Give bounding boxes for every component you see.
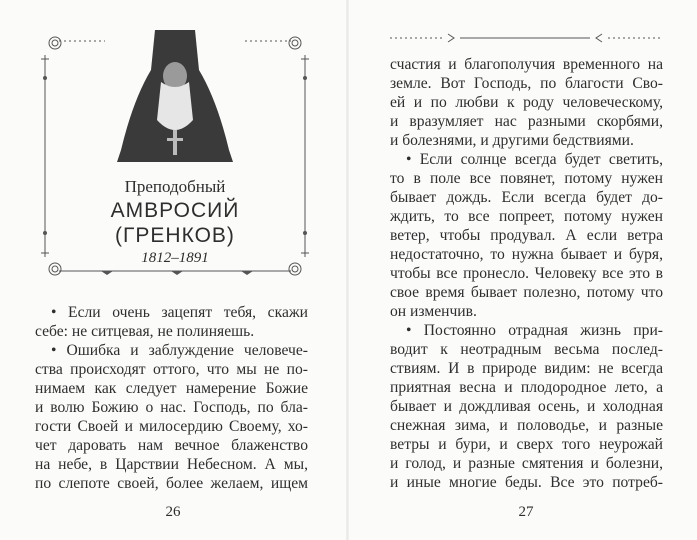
page-number: 26 <box>165 504 181 520</box>
header-ornament <box>390 31 663 45</box>
paragraph <box>390 321 663 492</box>
text-line: и голод, и разные смятения и болезни, <box>390 455 663 472</box>
text-line: себе: не ситцевая, не полиняешь. <box>35 323 255 340</box>
text-line: ветер, чтобы продувал. А если ветра <box>390 227 663 244</box>
text-line: снежная зима, и половодье, и разные <box>390 417 663 434</box>
text-line: недостаточно, то нужна бывает и буря, <box>390 246 663 263</box>
text-line: ствиям. И в природе видим: не всегда <box>390 360 663 377</box>
text-line: • Если солнце всегда будет светить, <box>406 151 663 168</box>
text-line: приятная весна и плодородное лето, а <box>390 379 663 396</box>
text-line: бывает и дождливая осень, и холодная <box>390 398 663 415</box>
paragraph <box>35 303 308 341</box>
text-line: свое время бывает полезно, потому что <box>390 284 663 301</box>
title-years: 1812–1891 <box>141 250 209 266</box>
text-line: бывает дождь. Если всегда будет до- <box>390 189 663 206</box>
text-line: и болезнями, и другими бедствиями. <box>390 132 634 149</box>
text-line: гости Своей и милосердию Своему, хо- <box>35 418 308 435</box>
text-line: счастия и благополучия временного на <box>390 56 663 73</box>
text-line: ждить, то все попреет, потому нужен <box>390 208 663 225</box>
left-page <box>0 0 348 540</box>
text-line: и иные многие беды. Все это потреб- <box>390 474 663 491</box>
text-line: земле. Вот Господь, по благости Сво- <box>390 75 663 92</box>
portrait-image <box>117 30 233 162</box>
text-line: и волю Божию о нас. Господь, по бла- <box>35 399 308 416</box>
title-surname: (ГРЕНКОВ) <box>115 224 235 247</box>
paragraph <box>390 150 663 321</box>
title-epithet: Преподобный <box>124 177 226 196</box>
text-line: на небе, в Царствии Небесном. А мы, <box>35 456 308 473</box>
text-line: • Если очень зацепят тебя, скажи <box>51 304 308 321</box>
text-line: • Ошибка и заблуждение человече- <box>51 342 308 359</box>
text-line: ства происходят оттого, что мы не по- <box>35 361 308 378</box>
text-line: по слепоте своей, более желаем, ищем <box>35 475 308 492</box>
text-line: нимаем как следует намерение Божие <box>35 380 308 397</box>
text-line: ей и по любви к роду человеческому, <box>390 94 663 111</box>
right-page <box>349 0 697 540</box>
paragraph <box>390 55 663 150</box>
text-line: чет даровать нам вечное блаженство <box>35 437 308 454</box>
text-line: и вразумляет нас разными скорбями, <box>390 113 663 130</box>
title-name: АМВРОСИЙ <box>110 199 240 222</box>
text-line: чтобы все пронесло. Человеку все это в <box>390 265 663 282</box>
text-line: • Постоянно отрадная жизнь при- <box>406 322 663 339</box>
left-body-text <box>35 303 308 493</box>
text-line: то в поле все повянет, потому нужен <box>390 170 663 187</box>
text-line: он изменчив. <box>390 303 477 320</box>
text-line: водит к неотрадным весьма послед- <box>390 341 663 358</box>
text-line: ветры и бури, и сверх того неурожай <box>390 436 663 453</box>
right-body-text <box>390 55 663 492</box>
page-number: 27 <box>518 504 534 520</box>
paragraph <box>35 341 308 493</box>
